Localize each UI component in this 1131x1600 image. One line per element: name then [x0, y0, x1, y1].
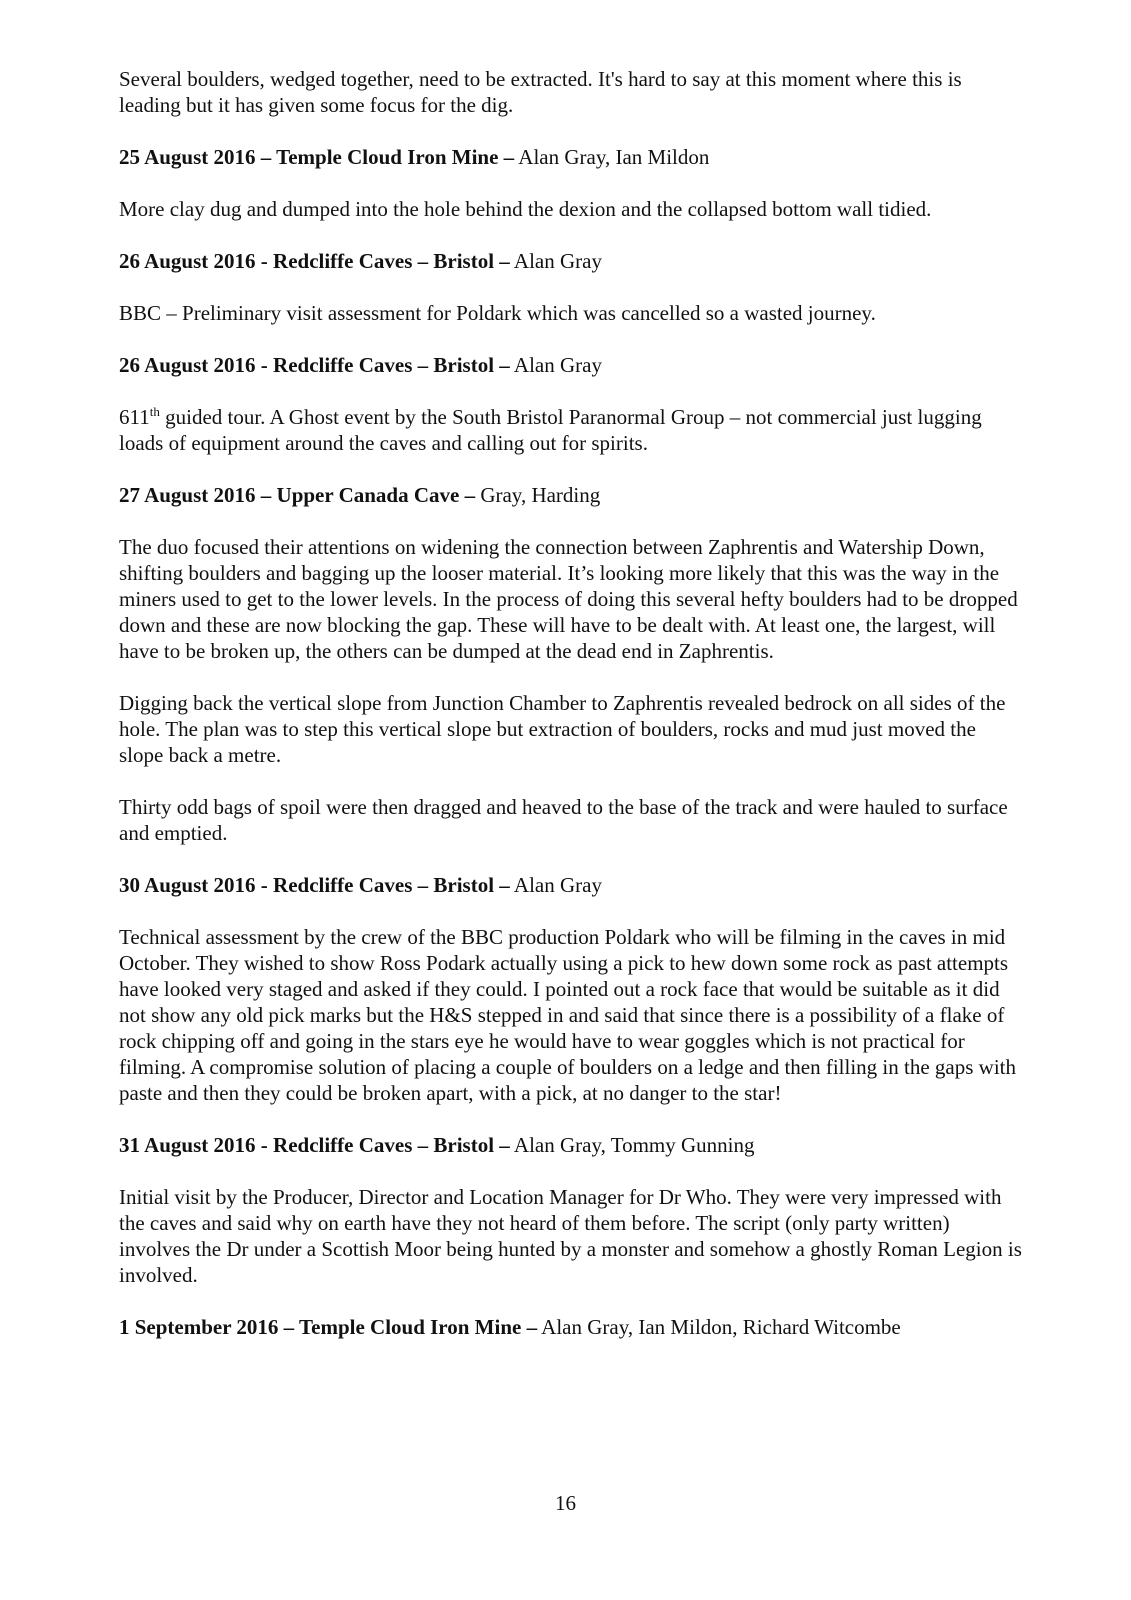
body-paragraph: Several boulders, wedged together, need to be extracted. It's hard to say at this moment where this is leading but it has given some focus for the dig.	[119, 67, 962, 117]
ordinal-suffix: th	[149, 404, 160, 419]
entry-heading	[119, 1132, 1024, 1158]
entry-date-location: 26 August 2016 - Redcliffe Caves – Bristol –	[119, 249, 510, 273]
body-paragraph: Technical assessment by the crew of the BBC production Poldark who will be filming in the caves in mid October. They wished to show Ross Podark actually using a pick to hew down some rock as past attempts have looked very staged and asked if they could. I pointed out a rock face that would be suitable as it did not show any old pick marks but the H&S stepped in and said that since there is a possibility of a flake of rock chipping off and going in the stars eye he would have to wear goggles which is not practical for filming. A compromise solution of placing a couple of boulders on a ledge and then filling in the gaps with paste and then they could be broken apart, with a pick, at no danger to the star!	[119, 925, 1017, 1105]
entry-date-location: 1 September 2016 – Temple Cloud Iron Mine –	[119, 1315, 538, 1339]
body-paragraph	[119, 404, 1024, 456]
entry-heading	[119, 352, 1024, 378]
body-paragraph: Initial visit by the Producer, Director and Location Manager for Dr Who. They were very impressed with the caves and said why on earth have they not heard of them before. The script (only party written) involves the Dr under a Scottish Moor being hunted by a monster and somehow a ghostly Roman Legion is involved.	[119, 1185, 1022, 1287]
entry-heading	[119, 1314, 1024, 1340]
paragraph-text: guided tour. A Ghost event by the South Bristol Paranormal Group – not commercial just lugging loads of equipment around the caves and calling out for spirits.	[119, 405, 982, 455]
tour-number: 611	[119, 405, 150, 429]
entry-date-location: 27 August 2016 – Upper Canada Cave –	[119, 483, 476, 507]
entry-heading	[119, 248, 1024, 274]
body-paragraph: The duo focused their attentions on widening the connection between Zaphrentis and Watership Down, shifting boulders and bagging up the looser material. It’s looking more likely that this was the way in the miners used to get to the lower levels. In the process of doing this several hefty boulders had to be dropped down and these are now blocking the gap. These will have to be dealt with. At least one, the largest, will have to be broken up, the others can be dumped at the dead end in Zaphrentis.	[119, 535, 1018, 663]
entry-participants: Alan Gray	[509, 873, 602, 897]
entry-date-location: 31 August 2016 - Redcliffe Caves – Bristol –	[119, 1133, 510, 1157]
entry-participants: Gray, Harding	[475, 483, 601, 507]
entry-participants: Alan Gray	[509, 249, 602, 273]
body-paragraph: BBC – Preliminary visit assessment for Poldark which was cancelled so a wasted journey.	[119, 301, 876, 325]
entry-participants: Alan Gray, Ian Mildon, Richard Witcombe	[537, 1315, 901, 1339]
body-paragraph: Digging back the vertical slope from Junction Chamber to Zaphrentis revealed bedrock on all sides of the hole. The plan was to step this vertical slope but extraction of boulders, rocks and mud just moved the slope back a metre.	[119, 691, 1006, 767]
body-paragraph: More clay dug and dumped into the hole behind the dexion and the collapsed bottom wall tidied.	[119, 197, 932, 221]
entry-date-location: 26 August 2016 - Redcliffe Caves – Bristol –	[119, 353, 510, 377]
entry-heading	[119, 872, 1024, 898]
entry-date-location: 30 August 2016 - Redcliffe Caves – Bristol –	[119, 873, 510, 897]
entry-heading	[119, 144, 1024, 170]
entry-participants: Alan Gray, Tommy Gunning	[509, 1133, 755, 1157]
entry-date-location: 25 August 2016 – Temple Cloud Iron Mine –	[119, 145, 515, 169]
document-body	[119, 66, 1024, 1366]
page-number: 16	[555, 1491, 576, 1515]
entry-participants: Alan Gray, Ian Mildon	[514, 145, 710, 169]
entry-participants: Alan Gray	[509, 353, 602, 377]
body-paragraph: Thirty odd bags of spoil were then dragged and heaved to the base of the track and were hauled to surface and emptied.	[119, 795, 1008, 845]
entry-heading	[119, 482, 1024, 508]
